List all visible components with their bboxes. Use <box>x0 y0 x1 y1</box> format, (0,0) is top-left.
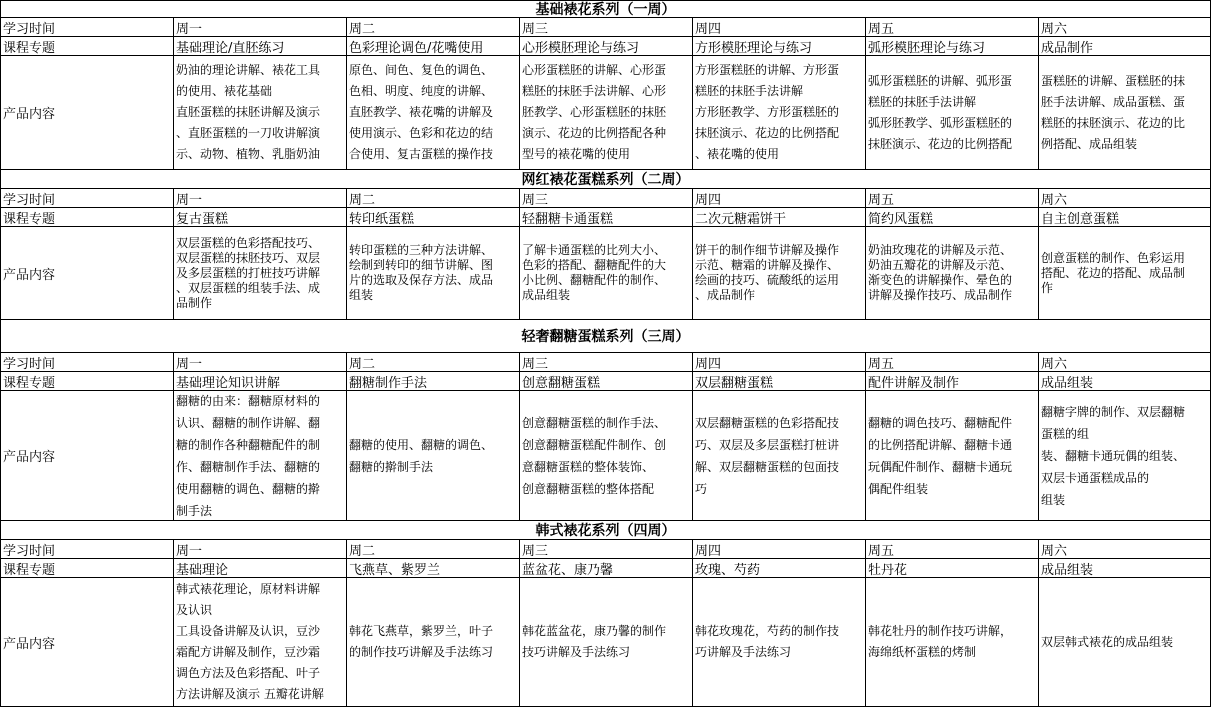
content-cell[interactable]: 双层翻糖蛋糕的色彩搭配技 巧、双层及多层蛋糕打桩讲 解、双层翻糖蛋糕的包面技 巧 <box>693 391 866 521</box>
content-cell[interactable]: 饼干的制作细节讲解及操作 示范、糖霜的讲解及操作、 绘画的技巧、硫酸纸的运用 、成品制作 <box>693 227 866 320</box>
row-label-content[interactable]: 产品内容 <box>1 227 174 320</box>
row-label-study-time[interactable]: 学习时间 <box>1 189 174 208</box>
series-title: 轻奢翻糖蛋糕系列（三周） <box>1 320 1211 353</box>
day-header-cell[interactable]: 周四 <box>693 189 866 208</box>
day-header-cell[interactable]: 周二 <box>347 540 520 559</box>
series-section <box>0 0 1211 170</box>
content-cell[interactable]: 蛋糕胚的讲解、蛋糕胚的抹 胚手法讲解、成品蛋糕、蛋 糕胚的抹胚演示、花边的比 例搭配、成品组装 <box>1039 56 1211 170</box>
day-header-cell[interactable]: 周五 <box>866 540 1039 559</box>
day-header-cell[interactable]: 周二 <box>347 353 520 372</box>
day-header-cell[interactable]: 周三 <box>520 189 693 208</box>
row-label-study-time[interactable]: 学习时间 <box>1 353 174 372</box>
day-header-cell[interactable]: 周四 <box>693 353 866 372</box>
content-cell[interactable]: 弧形蛋糕胚的讲解、弧形蛋 糕胚的抹胚手法讲解 弧形胚教学、弧形蛋糕胚的 抹胚演示、花边的比例搭配 <box>866 56 1039 170</box>
topic-cell[interactable]: 蓝盆花、康乃馨 <box>520 559 693 578</box>
topic-cell[interactable]: 简约风蛋糕 <box>866 208 1039 227</box>
row-label-content[interactable]: 产品内容 <box>1 391 174 521</box>
content-cell[interactable]: 创意蛋糕的制作、色彩运用 搭配、花边的搭配、成品制 作 <box>1039 227 1211 320</box>
content-cell[interactable]: 双层蛋糕的色彩搭配技巧、 双层蛋糕的抹胚技巧、双层 及多层蛋糕的打桩技巧讲解 、双层蛋糕的组装手法、成 品制作 <box>174 227 347 320</box>
day-header-cell[interactable]: 周五 <box>866 353 1039 372</box>
day-header-cell[interactable]: 周二 <box>347 189 520 208</box>
day-header-cell[interactable]: 周一 <box>174 189 347 208</box>
topic-cell[interactable]: 方形模胚理论与练习 <box>693 37 866 56</box>
row-label-topic[interactable]: 课程专题 <box>1 559 174 578</box>
content-cell[interactable]: 双层韩式裱花的成品组装 <box>1039 578 1211 707</box>
series-title: 基础裱花系列（一周） <box>1 0 1211 18</box>
content-cell[interactable]: 创意翻糖蛋糕的制作手法、 创意翻糖蛋糕配件制作、创 意翻糖蛋糕的整体装饰、 创意翻糖蛋糕的整体搭配 <box>520 391 693 521</box>
topic-cell[interactable]: 创意翻糖蛋糕 <box>520 372 693 391</box>
day-header-cell[interactable]: 周四 <box>693 18 866 37</box>
day-header-cell[interactable]: 周二 <box>347 18 520 37</box>
topic-cell[interactable]: 双层翻糖蛋糕 <box>693 372 866 391</box>
content-cell[interactable]: 韩式裱花理论，原材料讲解 及认识 工具设备讲解及认识，豆沙 霜配方讲解及制作，豆沙霜 调色方法及色彩搭配、叶子 方法讲解及演示 五瓣花讲解 <box>174 578 347 707</box>
topic-cell[interactable]: 色彩理论调色/花嘴使用 <box>347 37 520 56</box>
day-header-cell[interactable]: 周一 <box>174 18 347 37</box>
row-label-topic[interactable]: 课程专题 <box>1 208 174 227</box>
row-label-content[interactable]: 产品内容 <box>1 56 174 170</box>
content-cell[interactable]: 心形蛋糕胚的讲解、心形蛋 糕胚的抹胚手法讲解、心形 胚教学、心形蛋糕胚的抹胚 演示、花边的比例搭配各种 型号的裱花嘴的使用 <box>520 56 693 170</box>
day-header-cell[interactable]: 周一 <box>174 353 347 372</box>
row-label-study-time[interactable]: 学习时间 <box>1 18 174 37</box>
topic-cell[interactable]: 转印纸蛋糕 <box>347 208 520 227</box>
content-cell[interactable]: 韩花玫瑰花，芍药的制作技 巧讲解及手法练习 <box>693 578 866 707</box>
day-header-cell[interactable]: 周三 <box>520 18 693 37</box>
topic-cell[interactable]: 翻糖制作手法 <box>347 372 520 391</box>
day-header-cell[interactable]: 周四 <box>693 540 866 559</box>
content-cell[interactable]: 了解卡通蛋糕的比列大小、 色彩的搭配、翻糖配件的大 小比例、翻糖配件的制作、 成品组装 <box>520 227 693 320</box>
topic-cell[interactable]: 基础理论/直胚练习 <box>174 37 347 56</box>
topic-cell[interactable]: 心形模胚理论与练习 <box>520 37 693 56</box>
content-cell[interactable]: 翻糖的使用、翻糖的调色、 翻糖的擀制手法 <box>347 391 520 521</box>
topic-cell[interactable]: 配件讲解及制作 <box>866 372 1039 391</box>
topic-cell[interactable]: 复古蛋糕 <box>174 208 347 227</box>
row-label-content[interactable]: 产品内容 <box>1 578 174 707</box>
row-label-study-time[interactable]: 学习时间 <box>1 540 174 559</box>
topic-cell[interactable]: 牡丹花 <box>866 559 1039 578</box>
topic-cell[interactable]: 轻翻糖卡通蛋糕 <box>520 208 693 227</box>
series-title: 韩式裱花系列（四周） <box>1 521 1211 540</box>
day-header-cell[interactable]: 周一 <box>174 540 347 559</box>
day-header-cell[interactable]: 周五 <box>866 189 1039 208</box>
topic-cell[interactable]: 基础理论 <box>174 559 347 578</box>
series-section <box>0 320 1211 521</box>
topic-cell[interactable]: 弧形模胚理论与练习 <box>866 37 1039 56</box>
content-cell[interactable]: 韩花牡丹的制作技巧讲解， 海绵纸杯蛋糕的烤制 <box>866 578 1039 707</box>
day-header-cell[interactable]: 周六 <box>1039 540 1211 559</box>
series-title: 网红裱花蛋糕系列（二周） <box>1 170 1211 189</box>
content-cell[interactable]: 方形蛋糕胚的讲解、方形蛋 糕胚的抹胚手法讲解 方形胚教学、方形蛋糕胚的 抹胚演示、花边的比例搭配 、裱花嘴的使用 <box>693 56 866 170</box>
topic-cell[interactable]: 基础理论知识讲解 <box>174 372 347 391</box>
series-section <box>0 521 1211 707</box>
topic-cell[interactable]: 成品组装 <box>1039 372 1211 391</box>
series-section <box>0 170 1211 320</box>
day-header-cell[interactable]: 周六 <box>1039 18 1211 37</box>
topic-cell[interactable]: 成品制作 <box>1039 37 1211 56</box>
day-header-cell[interactable]: 周三 <box>520 540 693 559</box>
content-cell[interactable]: 韩花飞燕草，紫罗兰，叶子 的制作技巧讲解及手法练习 <box>347 578 520 707</box>
content-cell[interactable]: 韩花蓝盆花，康乃馨的制作 技巧讲解及手法练习 <box>520 578 693 707</box>
content-cell[interactable]: 原色、间色、复色的调色、 色相、明度、纯度的讲解、 直胚教学、裱花嘴的讲解及 使用演示、色彩和花边的结 合使用、复古蛋糕的操作技 <box>347 56 520 170</box>
row-label-topic[interactable]: 课程专题 <box>1 37 174 56</box>
topic-cell[interactable]: 成品组装 <box>1039 559 1211 578</box>
topic-cell[interactable]: 二次元糖霜饼干 <box>693 208 866 227</box>
topic-cell[interactable]: 飞燕草、紫罗兰 <box>347 559 520 578</box>
content-cell[interactable]: 翻糖的调色技巧、翻糖配件 的比例搭配讲解、翻糖卡通 玩偶配件制作、翻糖卡通玩 偶配件组装 <box>866 391 1039 521</box>
topic-cell[interactable]: 玫瑰、芍药 <box>693 559 866 578</box>
day-header-cell[interactable]: 周三 <box>520 353 693 372</box>
day-header-cell[interactable]: 周六 <box>1039 189 1211 208</box>
content-cell[interactable]: 翻糖的由来：翻糖原材料的 认识、翻糖的制作讲解、翻 糖的制作各种翻糖配件的制 作、翻糖制作手法、翻糖的 使用翻糖的调色、翻糖的擀 制手法 <box>174 391 347 521</box>
content-cell[interactable]: 转印蛋糕的三种方法讲解、 绘制到转印的细节讲解、图 片的选取及保存方法、成品 组装 <box>347 227 520 320</box>
content-cell[interactable]: 奶油玫瑰花的讲解及示范、 奶油五瓣花的讲解及示范、 渐变色的讲解操作、晕色的 讲解及操作技巧、成品制作 <box>866 227 1039 320</box>
content-cell[interactable]: 翻糖字牌的制作、双层翻糖 蛋糕的组 装、翻糖卡通玩偶的组装、 双层卡通蛋糕成品的 组装 <box>1039 391 1211 521</box>
topic-cell[interactable]: 自主创意蛋糕 <box>1039 208 1211 227</box>
content-cell[interactable]: 奶油的理论讲解、裱花工具 的使用、裱花基础 直胚蛋糕的抹胚讲解及演示 、直胚蛋糕的一刀收讲解演 示、动物、植物、乳脂奶油 <box>174 56 347 170</box>
row-label-topic[interactable]: 课程专题 <box>1 372 174 391</box>
day-header-cell[interactable]: 周六 <box>1039 353 1211 372</box>
day-header-cell[interactable]: 周五 <box>866 18 1039 37</box>
